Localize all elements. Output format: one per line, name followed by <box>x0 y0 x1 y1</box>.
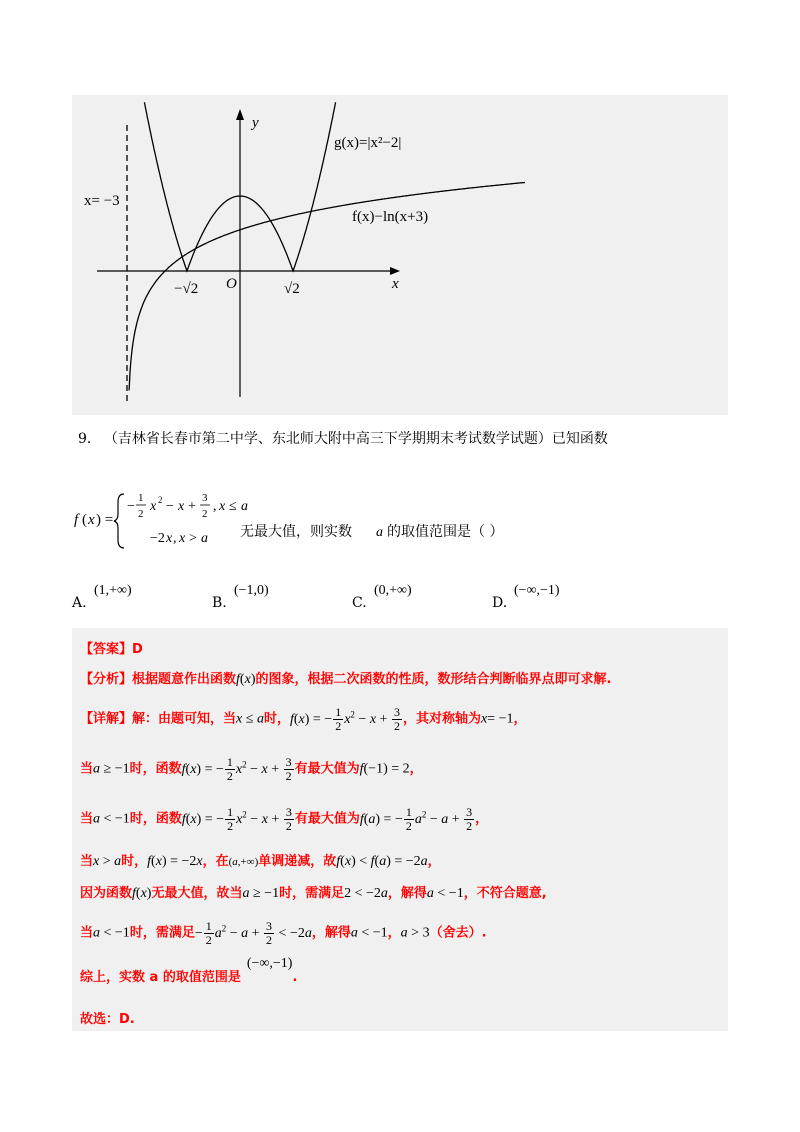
svg-text:−: − <box>166 499 174 514</box>
label-f: f(x)−ln(x+3) <box>352 209 429 225</box>
function-graph-figure <box>72 95 728 415</box>
detail-line-5: 因为函数f(x)无最大值，故当a ≥ −1时，需满足2 < −2a，解得a < −1，不符合题意, <box>80 886 547 901</box>
question-number: 9． <box>78 431 101 447</box>
brace <box>114 494 124 548</box>
piecewise-svg <box>72 486 592 556</box>
svg-text:a: a <box>201 531 208 546</box>
option-a-value: (1,+∞) <box>94 583 132 598</box>
svg-text:x: x <box>178 499 185 514</box>
detail-line-7: 综上，实数 a 的取值范围是(−∞,−1). <box>80 956 298 985</box>
question-tail: 无最大值，则实数 <box>240 524 352 540</box>
y-axis-arrow <box>236 109 244 120</box>
option-c-value: (0,+∞) <box>374 583 412 598</box>
analysis-text2: 的图象，根据二次函数的性质，数形结合判断临界点即可求解. <box>255 672 612 687</box>
graph-svg <box>72 95 728 415</box>
detail-line-1: 【详解】解：由题可知，当x ≤ a时，f(x) = − $\frac{1}{2}$ $x^2 - x$ + $\frac{3}{2}$ ，其对称轴为x= −1， <box>80 705 527 733</box>
svg-text:>: > <box>189 531 197 546</box>
option-d-value: (−∞,−1) <box>514 583 560 598</box>
svg-text:−2: −2 <box>150 531 165 546</box>
analysis-line: 【分析】根据题意作出函数f(x)的图象，根据二次函数的性质，数形结合判断临界点即可求解. <box>80 672 612 687</box>
answer-panel <box>72 628 728 1031</box>
detail-line-6: 当a < −1时，需满足− $\frac{1}{2}$ $a^2 - a$ + $\frac{3}{2}$ < −2a，解得a < −1，a > 3（舍去）. <box>80 919 487 947</box>
svg-text:3: 3 <box>202 492 208 504</box>
svg-text:2: 2 <box>138 508 144 520</box>
question-tail2: 的取值范围是（ ） <box>387 524 504 540</box>
option-a-letter: A. <box>72 595 87 611</box>
svg-text:x: x <box>150 499 157 514</box>
analysis-label: 【分析】 <box>80 672 133 687</box>
label-neg-sqrt2: −√2 <box>174 281 199 297</box>
func-arg: x <box>88 512 95 528</box>
svg-text:,: , <box>213 499 217 514</box>
detail-line-8: 故选：D. <box>80 1012 135 1027</box>
option-b-value: (−1,0) <box>234 583 269 598</box>
detail-line-4: 当x > a时，f(x) = −2x，在(a,+∞)单调递减，故f(x) < f(a) = −2a， <box>80 854 441 869</box>
piecewise-function <box>72 486 592 556</box>
x-axis-arrow <box>390 267 400 275</box>
svg-text:x: x <box>219 499 226 514</box>
svg-text:,: , <box>173 531 177 546</box>
svg-text:2: 2 <box>202 508 208 520</box>
options <box>72 583 672 613</box>
detail-label: 【详解】 <box>80 711 133 727</box>
func-name: f <box>74 512 79 528</box>
label-sqrt2: √2 <box>284 281 300 297</box>
label-x: x <box>392 276 399 292</box>
svg-text:2: 2 <box>158 495 163 505</box>
svg-text:x: x <box>179 531 186 546</box>
svg-text:−: − <box>127 499 135 514</box>
func-paren: ( <box>82 512 87 528</box>
svg-text:1: 1 <box>138 492 144 504</box>
option-c-letter: C. <box>352 595 367 611</box>
analysis-text: 根据题意作出函数 <box>132 672 237 687</box>
question-var: a <box>376 525 383 540</box>
detail-line-2: 当a ≥ −1时，函数f(x) = − $\frac{1}{2}$ $x^2 - x$ + $\frac{3}{2}$ 有最大值为f(−1) = 2， <box>80 755 423 783</box>
label-asymptote: x= −3 <box>84 193 120 209</box>
label-origin: O <box>226 276 237 292</box>
detail-line-3: 当a < −1时，函数f(x) = − $\frac{1}{2}$ $x^2 - x$ + $\frac{3}{2}$ 有最大值为f(a) = − $\frac{1}{2}$ $a^2 - a$ + $\frac{3}{2}$ ， <box>80 805 489 833</box>
label-g: g(x)=|x²−2| <box>334 135 402 151</box>
answer-label: 【答案】D <box>80 642 143 657</box>
option-d-letter: D. <box>492 595 508 611</box>
svg-text:≤: ≤ <box>229 499 237 514</box>
question-heading <box>78 428 608 448</box>
option-b-letter: B. <box>212 595 227 611</box>
label-y: y <box>252 115 259 131</box>
question-source: （吉林省长春市第二中学、东北师大附中高三下学期期末考试数学试题）已知函数 <box>110 431 608 447</box>
func-eq: ) = <box>96 512 114 528</box>
svg-text:x: x <box>166 531 173 546</box>
svg-text:+: + <box>188 499 196 514</box>
svg-text:a: a <box>241 499 248 514</box>
